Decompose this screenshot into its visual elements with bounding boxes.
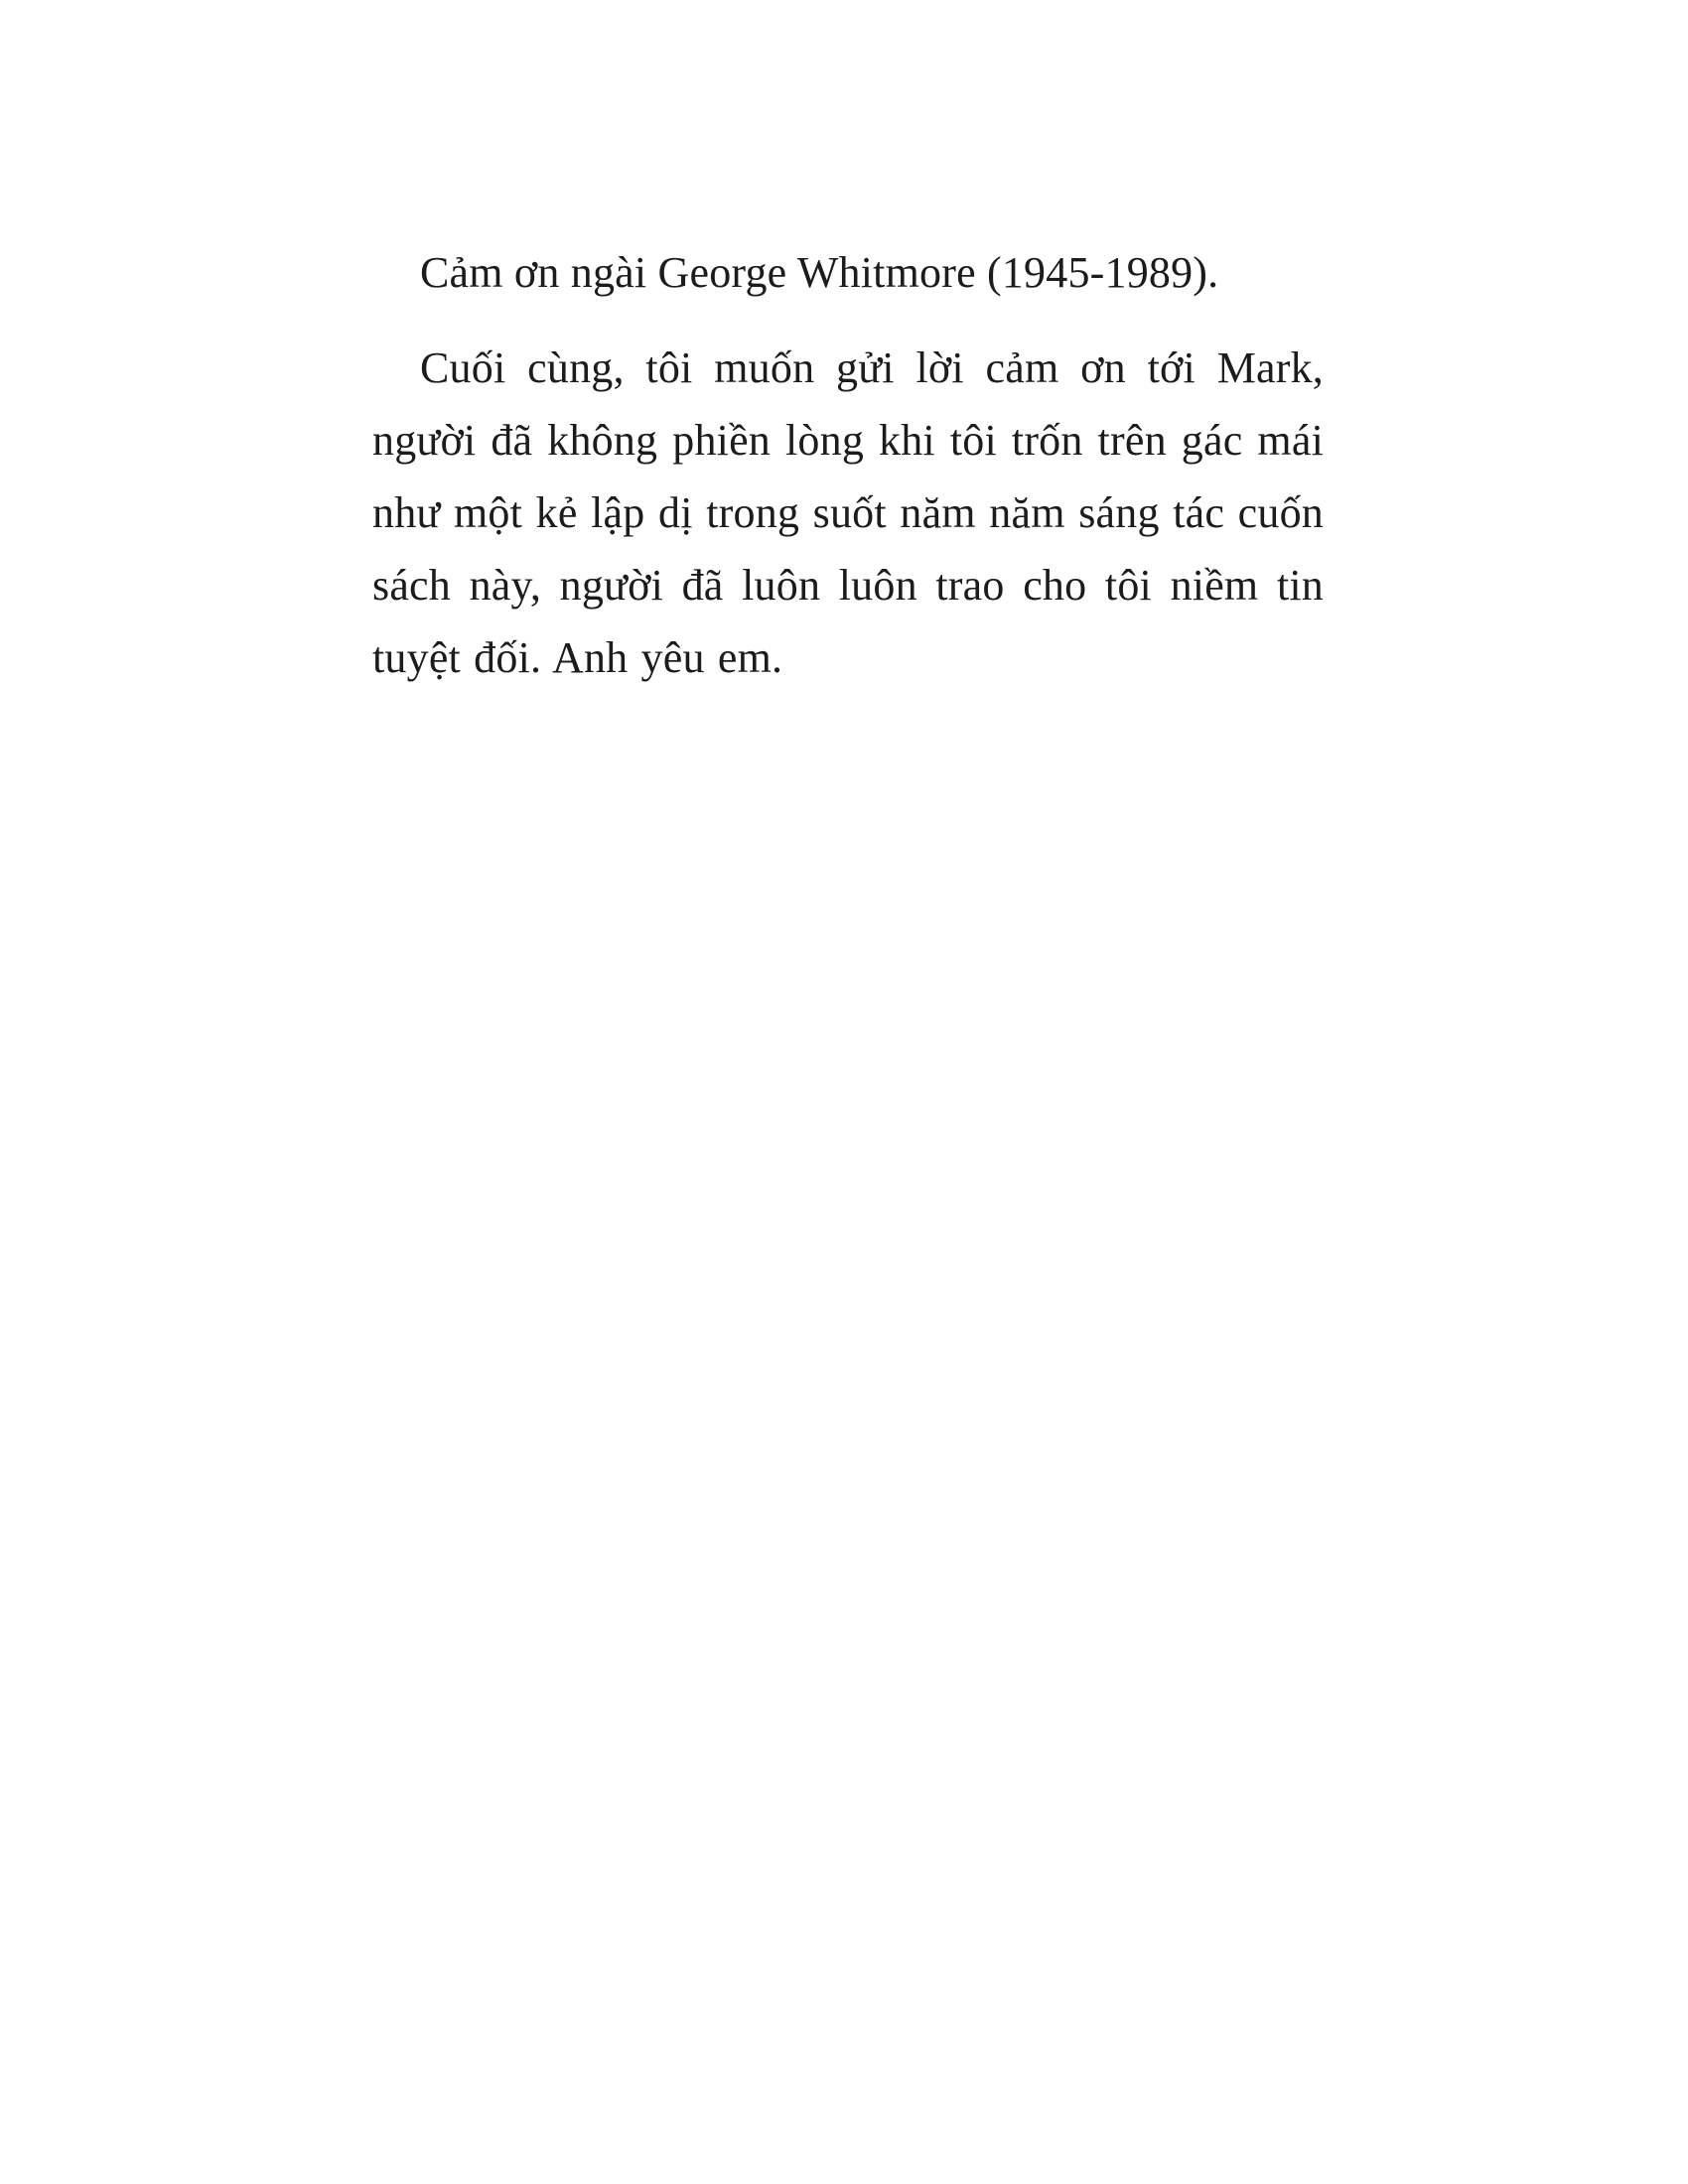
paragraph-mark-dedication: Cuối cùng, tôi muốn gửi lời cảm ơn tới Mark, người đã không phiền lòng khi tôi trốn trên gác mái như một kẻ lập dị trong suốt năm năm sáng tác cuốn sách này, người đã luôn luôn trao cho tôi niềm tin tuyệt đối. Anh yêu em. (372, 343, 1324, 682)
acknowledgements-text-block (372, 236, 1324, 717)
paragraph-whitmore-dedication: Cảm ơn ngài George Whitmore (1945-1989). (420, 248, 1219, 297)
